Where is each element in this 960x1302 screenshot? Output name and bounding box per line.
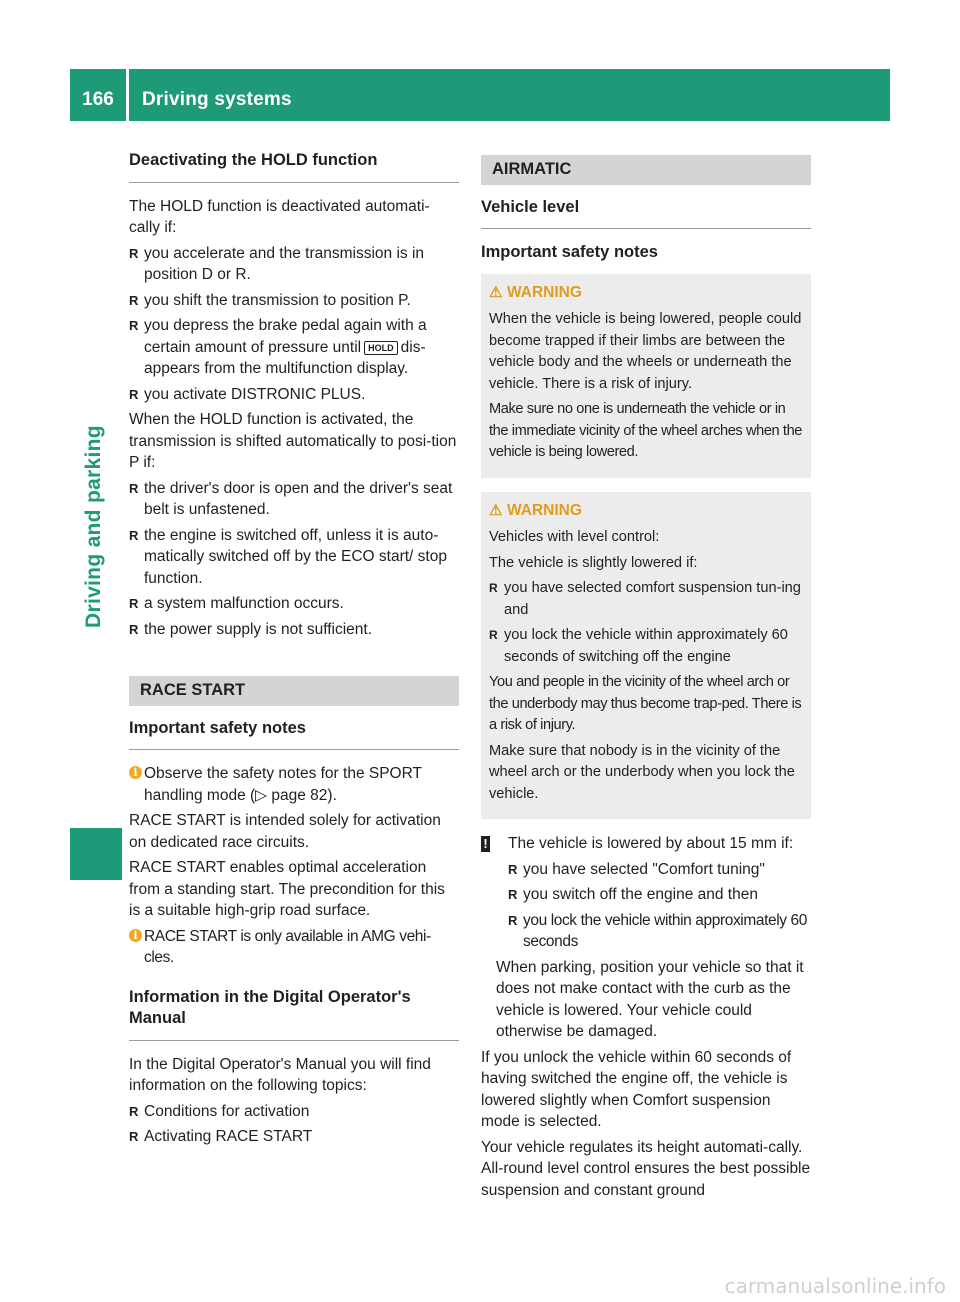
note-text: The vehicle is lowered by about 15 mm if: xyxy=(508,835,794,852)
hold-para: When the HOLD function is activated, the transmission is shifted automatically to posi-tion P if: xyxy=(129,411,457,471)
warning-label: WARNING xyxy=(507,283,582,301)
warning-text: When the vehicle is being lowered, people could become trapped if their limbs are between the vehicle body and the wheels or underneath the vehicle. There is a risk of injury. xyxy=(489,311,802,392)
caution-note xyxy=(481,833,811,1043)
list-item-text: you depress the brake pedal again with a certain amount of pressure until xyxy=(144,317,427,356)
safety-title: Important safety notes xyxy=(481,243,658,261)
vehicle-level-title: Vehicle level xyxy=(481,197,811,230)
warning-text: Make sure that nobody is in the vicinity of the wheel arch or the underbody when you lock the vehicle. xyxy=(489,742,795,802)
manual-title: Information in the Digital Operator's Manual xyxy=(129,987,459,1041)
side-tab xyxy=(70,230,122,630)
info-icon: i xyxy=(129,929,142,942)
race-safety-title: Important safety notes xyxy=(129,718,459,751)
page-number: 166 xyxy=(82,89,114,110)
warning-title xyxy=(489,500,803,522)
warning-icon: ⚠ xyxy=(489,283,503,301)
list-item: R the engine is switched off, unless it is auto-matically switched off by the ECO start/ stop function. xyxy=(129,525,459,590)
list-item: R you have selected comfort suspension tun-ing and xyxy=(489,578,803,621)
unlock-para: If you unlock the vehicle within 60 seconds of having switched the engine off, the vehicle is lowered slightly when Comfort suspension mode is selected. xyxy=(481,1048,792,1130)
info-note xyxy=(129,926,459,969)
warning-title xyxy=(489,282,803,304)
watermark: carmanualsonline.info xyxy=(724,1274,946,1298)
list-item: R you activate DISTRONIC PLUS. xyxy=(129,384,459,406)
warning-icon: ⚠ xyxy=(489,501,503,519)
warning-box xyxy=(481,274,811,478)
list-item: R you shift the transmission to position P. xyxy=(129,290,459,312)
warning-text: The vehicle is slightly lowered if: xyxy=(489,554,698,571)
list-item: R you switch off the engine and then xyxy=(508,884,811,906)
warning-label: WARNING xyxy=(507,501,582,519)
side-tab-label: Driving and parking xyxy=(82,425,105,628)
list-item: R Activating RACE START xyxy=(129,1126,459,1148)
info-text: Observe the safety notes for the SPORT handling mode (▷ page 82). xyxy=(144,765,422,804)
right-column xyxy=(481,155,811,1205)
list-item: R Conditions for activation xyxy=(129,1101,459,1123)
warning-text: Vehicles with level control: xyxy=(489,529,660,545)
race-para-2: RACE START enables optimal acceleration from a standing start. The precondition for this is a suitable high-grip road surface. xyxy=(129,859,445,919)
page-title: Driving systems xyxy=(142,89,292,110)
race-para-1: RACE START is intended solely for activation on dedicated race circuits. xyxy=(129,812,441,851)
info-text: RACE START is only available in AMG vehi-cles. xyxy=(144,927,431,966)
hold-icon: HOLD xyxy=(364,341,398,355)
list-item: R you lock the vehicle within approximately 60 seconds of switching off the engine xyxy=(489,625,803,668)
warning-box xyxy=(481,492,811,820)
race-start-heading: RACE START xyxy=(129,676,459,706)
exclamation-icon: ! xyxy=(481,836,490,852)
side-tab-marker xyxy=(70,828,122,880)
warning-text: Make sure no one is underneath the vehicle or in the immediate vicinity of the wheel arches when the vehicle is being lowered. xyxy=(489,401,802,460)
regulates-para: Your vehicle regulates its height automati-cally. All-round level control ensures the best possible suspension and constant ground xyxy=(481,1138,811,1199)
list-item: R you accelerate and the transmission is in position D or R. xyxy=(129,243,459,286)
info-note xyxy=(129,763,459,806)
hold-intro: The HOLD function is deactivated automati-cally if: xyxy=(129,197,430,236)
hold-title: Deactivating the HOLD function xyxy=(129,150,459,183)
list-item: R the power supply is not sufficient. xyxy=(129,619,459,641)
note-text: When parking, position your vehicle so that it does not make contact with the curb as the vehicle is lowered. Your vehicle could otherwise be damaged. xyxy=(496,958,804,1040)
list-item-text-tail: dis-appears from the multifunction display. xyxy=(144,338,426,377)
airmatic-heading: AIRMATIC xyxy=(481,155,811,185)
list-item: R you lock the vehicle within approximately 60 seconds xyxy=(508,910,811,953)
list-item: R the driver's door is open and the driver's seat belt is unfastened. xyxy=(129,478,459,521)
info-icon: i xyxy=(129,766,142,779)
list-item: R a system malfunction occurs. xyxy=(129,593,459,615)
list-item xyxy=(129,315,459,380)
list-item: R you have selected "Comfort tuning" xyxy=(508,859,811,881)
warning-text: You and people in the vicinity of the wheel arch or the underbody may thus become trap-ped. There is a risk of injury. xyxy=(489,674,802,733)
left-column xyxy=(129,150,459,1152)
manual-para: In the Digital Operator's Manual you will find information on the following topics: xyxy=(129,1055,431,1094)
header-divider xyxy=(126,69,129,121)
